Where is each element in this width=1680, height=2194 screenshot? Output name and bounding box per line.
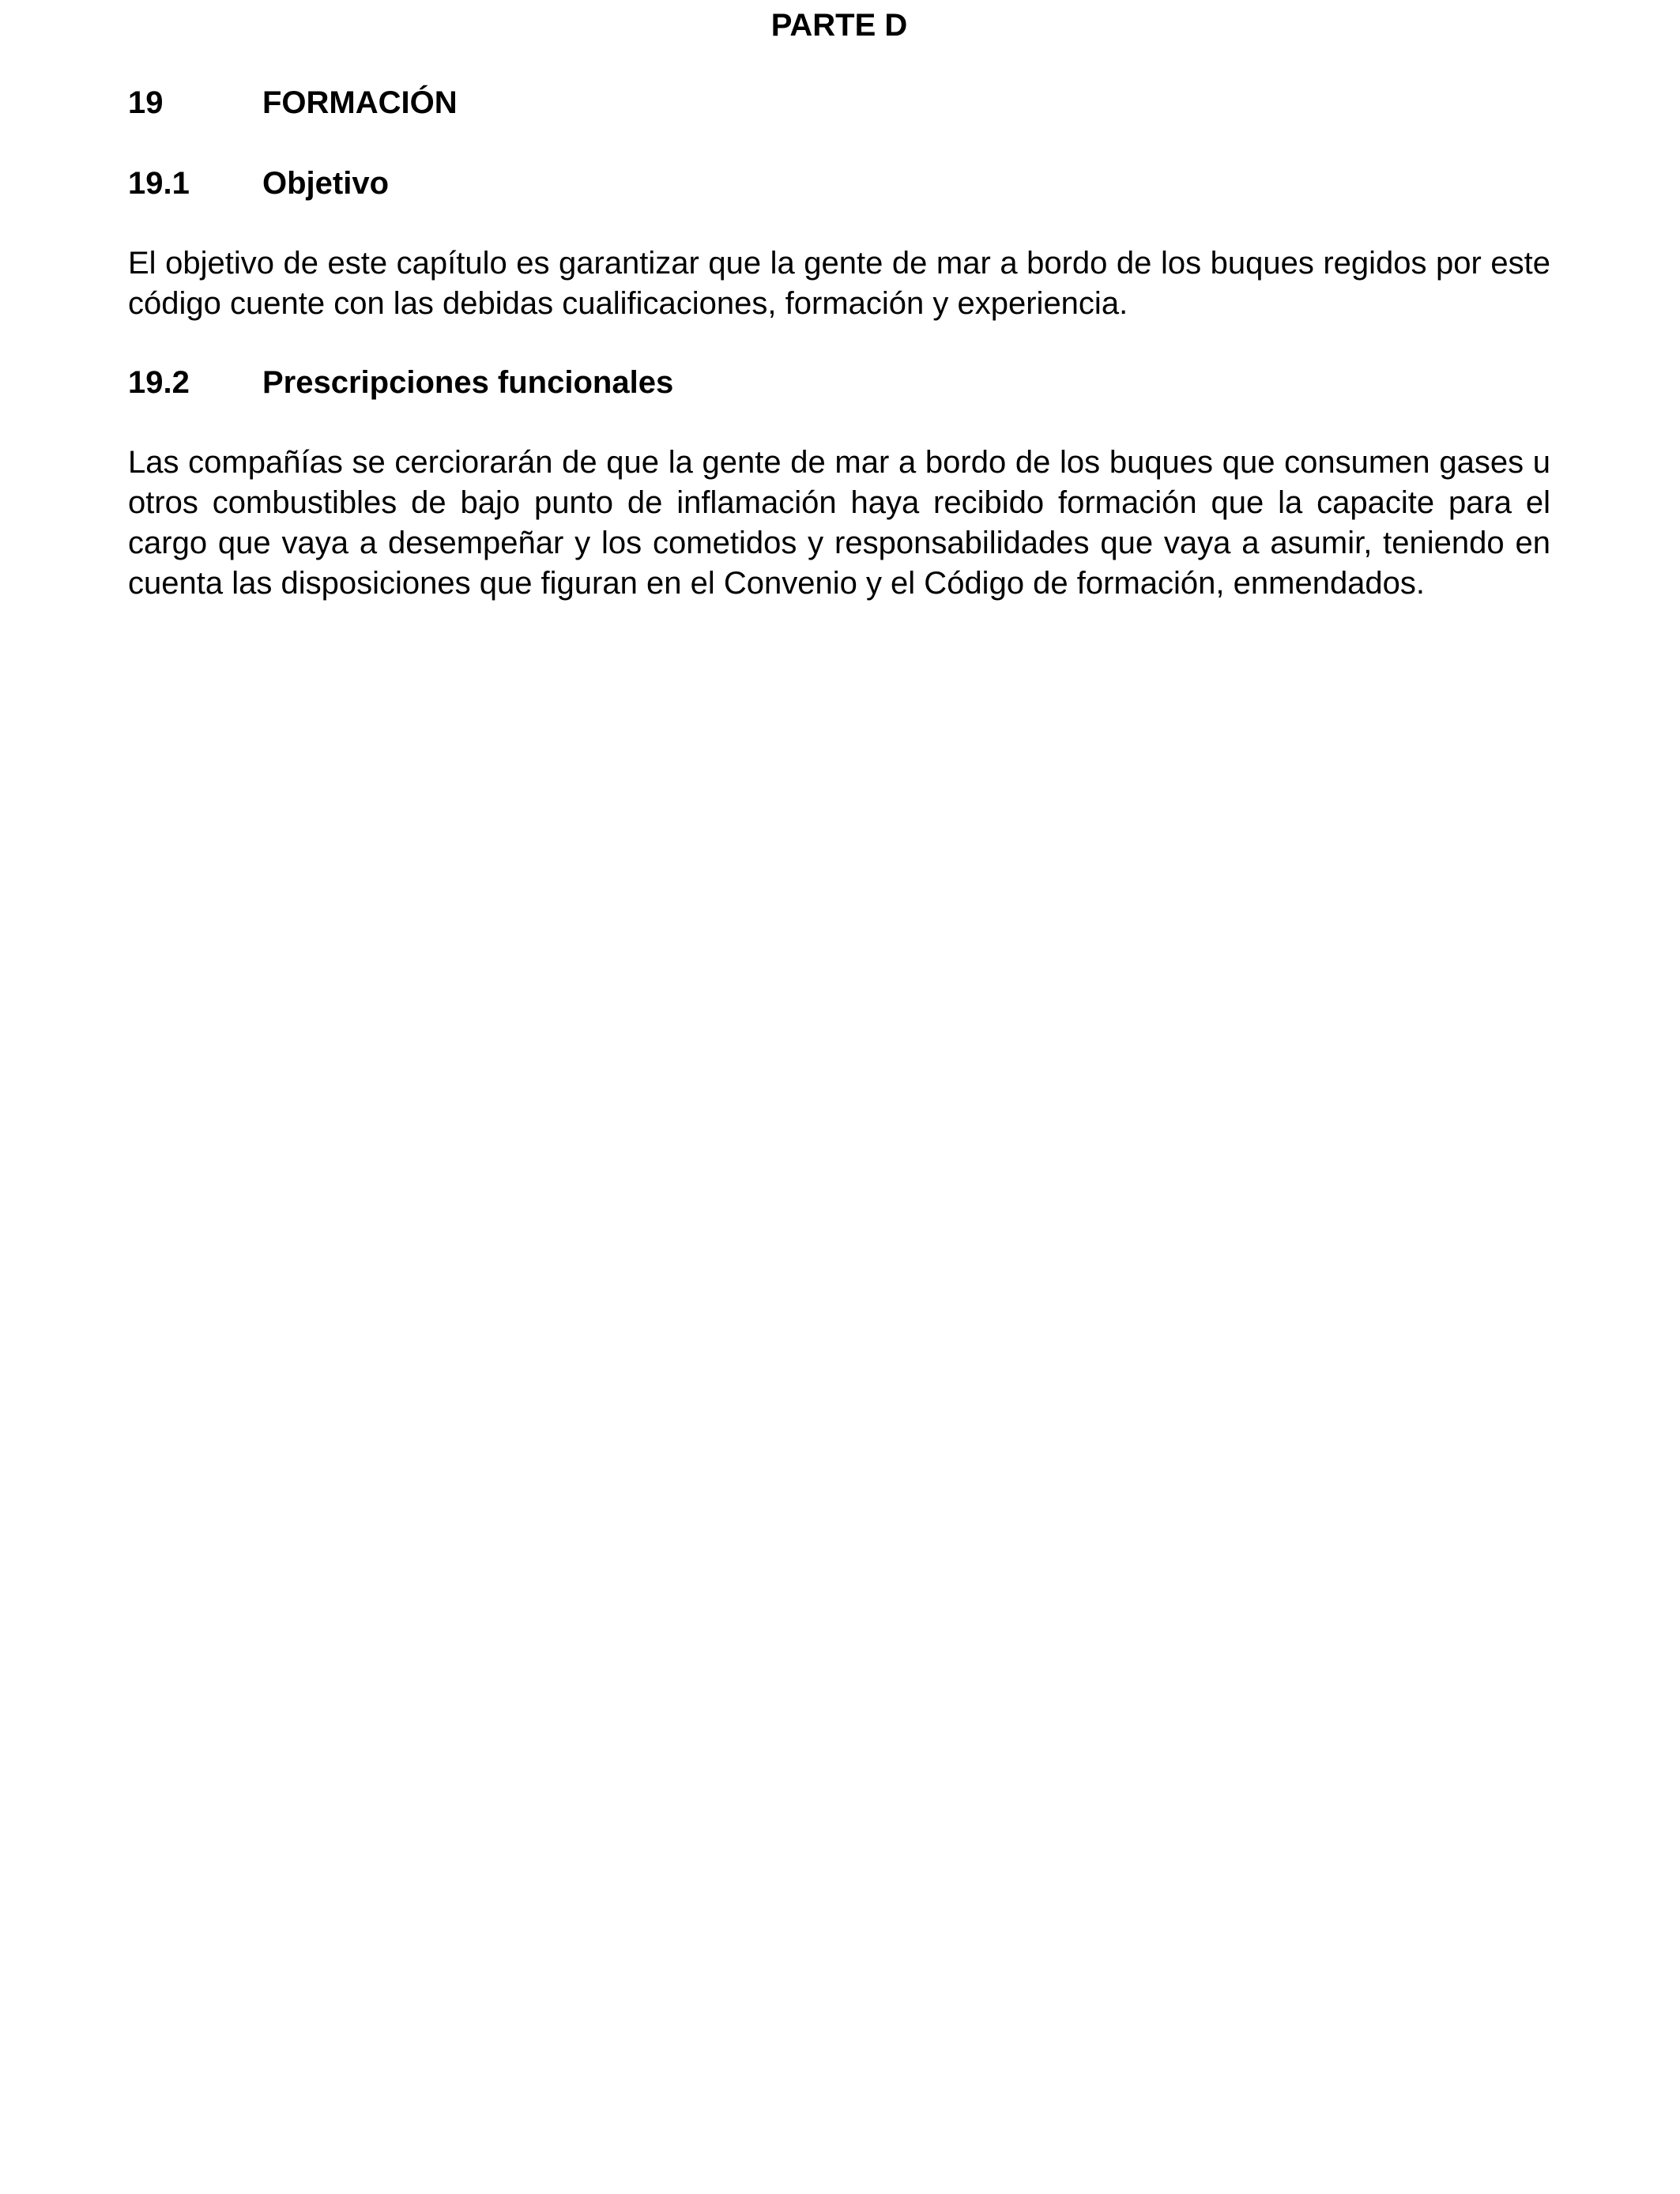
paragraph-prescripciones: Las compañías se cerciorarán de que la gente de mar a bordo de los buques que consumen gases u otros combustibles de bajo punto de inflamación haya recibido formación que la capacite para el cargo que vaya a desempeñar y los cometidos y responsabilidades que vaya a asumir, teniendo en cuenta las disposiciones que figuran en el Convenio y el Código de formación, enmendados. — [128, 445, 1550, 601]
subsection-number: 19.1 — [128, 166, 190, 201]
subsection-title: Prescripciones funcionales — [262, 365, 674, 400]
part-title: PARTE D — [770, 8, 908, 43]
section-heading — [128, 84, 458, 122]
subsection-title: Objetivo — [262, 166, 390, 201]
subsection-number: 19.2 — [128, 365, 190, 400]
subsection-heading-objetivo — [128, 164, 389, 202]
section-number: 19 — [128, 85, 164, 120]
section-title: FORMACIÓN — [262, 85, 458, 120]
subsection-heading-prescripciones — [128, 364, 673, 401]
paragraph-objetivo: El objetivo de este capítulo es garantizar que la gente de mar a bordo de los buques regidos por este código cuente con las debidas cualificaciones, formación y experiencia. — [128, 246, 1550, 321]
